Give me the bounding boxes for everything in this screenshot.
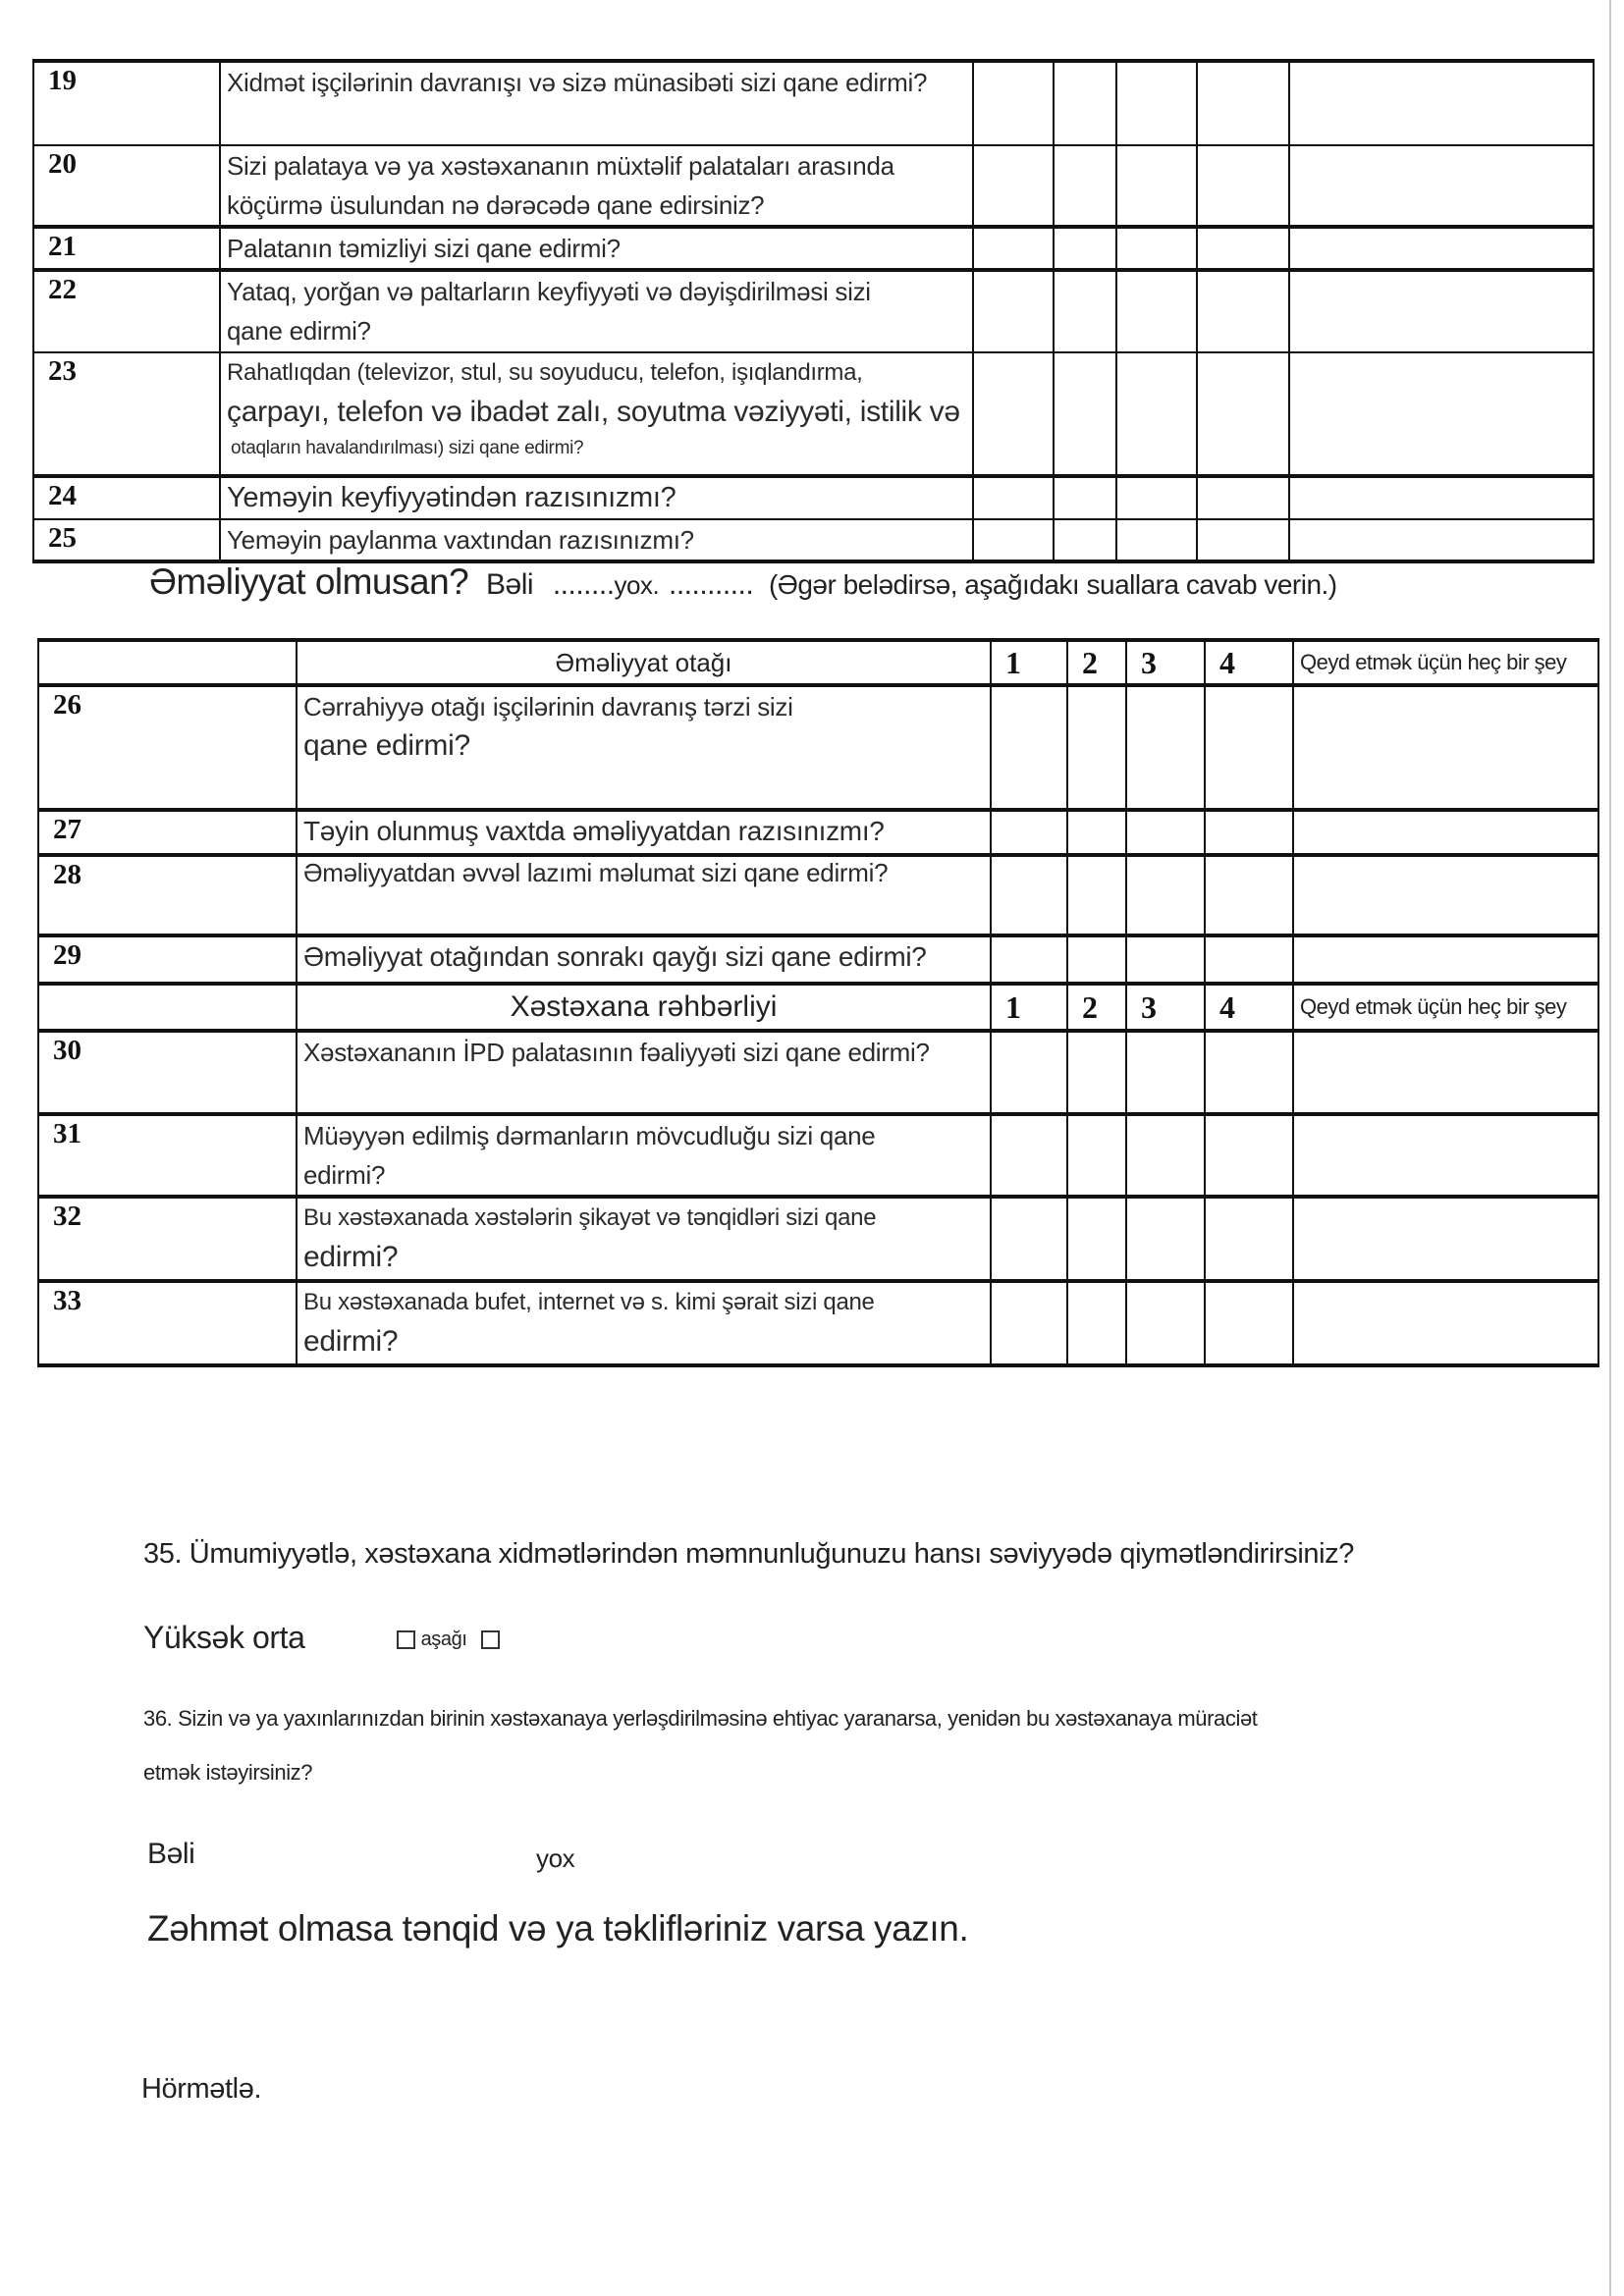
table-row	[33, 476, 1594, 519]
rating-cell-3[interactable]	[1126, 855, 1205, 935]
checkbox-low[interactable]	[481, 1630, 500, 1649]
rating-cell-4[interactable]	[1205, 935, 1293, 984]
note-cell[interactable]	[1289, 519, 1594, 561]
rating-cell-1[interactable]	[973, 519, 1054, 561]
rating-header-1: 1	[991, 640, 1067, 685]
rating-cell-1[interactable]	[973, 476, 1054, 519]
rating-cell-1[interactable]	[991, 1031, 1067, 1114]
rating-cell-3[interactable]	[1126, 935, 1205, 984]
table-row	[38, 1114, 1598, 1197]
note-cell[interactable]	[1293, 1197, 1598, 1281]
question-number: 31	[38, 1114, 297, 1197]
table-row	[33, 61, 1594, 145]
table-row	[38, 810, 1598, 855]
question-number: 22	[33, 270, 220, 352]
satisfaction-table-2	[37, 638, 1599, 1367]
rating-cell-2[interactable]	[1067, 935, 1126, 984]
table-row	[38, 1281, 1598, 1365]
rating-cell-1[interactable]	[991, 810, 1067, 855]
header-blank-cell	[38, 640, 297, 685]
rating-cell-1[interactable]	[973, 145, 1054, 227]
rating-cell-1[interactable]	[973, 227, 1054, 270]
satisfaction-table-1	[32, 59, 1595, 563]
table-row	[38, 935, 1598, 984]
page-edge-line	[1609, 0, 1611, 2296]
rating-cell-3[interactable]	[1116, 270, 1197, 352]
rating-cell-3[interactable]	[1126, 685, 1205, 810]
table-row	[38, 855, 1598, 935]
surgery-instruction: (Əgər belədirsə, aşağıdakı suallara cavab verin.)	[768, 569, 1337, 600]
question-number: 24	[33, 476, 220, 519]
rating-cell-4[interactable]	[1205, 685, 1293, 810]
rating-cell-3[interactable]	[1126, 1197, 1205, 1281]
surgery-yes-option[interactable]: Bəli	[486, 568, 534, 601]
rating-cell-1[interactable]	[973, 352, 1054, 476]
rating-cell-1[interactable]	[973, 61, 1054, 145]
question-36-no-option[interactable]: yox	[536, 1843, 575, 1873]
question-36-line-2: etmək istəyirsiniz?	[143, 1760, 313, 1785]
question-number: 19	[33, 61, 220, 145]
rating-cell-2[interactable]	[1067, 810, 1126, 855]
section-header-row	[38, 984, 1598, 1031]
rating-cell-2[interactable]	[1067, 1114, 1126, 1197]
rating-cell-1[interactable]	[991, 685, 1067, 810]
rating-cell-1[interactable]	[991, 1281, 1067, 1365]
question-text: Müəyyən edilmiş dərmanların mövcudluğu sizi qane edirmi?	[297, 1114, 991, 1197]
question-number: 32	[38, 1197, 297, 1281]
rating-cell-3[interactable]	[1116, 519, 1197, 561]
rating-cell-3[interactable]	[1116, 227, 1197, 270]
rating-cell-4[interactable]	[1197, 519, 1289, 561]
section-header-row	[38, 640, 1598, 685]
table-row	[33, 519, 1594, 561]
note-header: Qeyd etmək üçün heç bir şey	[1293, 640, 1598, 685]
question-text: Yeməyin keyfiyyətindən razısınızmı?	[220, 476, 973, 519]
surgery-yes-blank[interactable]: ........	[552, 568, 615, 601]
closing-regards: Hörmətlə.	[141, 2073, 262, 2105]
note-cell[interactable]	[1293, 1031, 1598, 1114]
rating-cell-4[interactable]	[1197, 476, 1289, 519]
rating-cell-4[interactable]	[1205, 810, 1293, 855]
rating-header-4: 4	[1205, 984, 1293, 1031]
question-text: Sizi palataya və ya xəstəxananın müxtəlif palataları arasında köçürmə üsulundan nə dərəcədə qane edirsiniz?	[220, 145, 973, 227]
note-cell[interactable]	[1289, 227, 1594, 270]
rating-cell-3[interactable]	[1126, 1281, 1205, 1365]
question-text: Təyin olunmuş vaxtda əməliyyatdan razısınızmı?	[297, 810, 991, 855]
question-text: Cərrahiyyə otağı işçilərinin davranış tərzi sizi qane edirmi?	[297, 685, 991, 810]
rating-cell-2[interactable]	[1054, 519, 1116, 561]
option-high-medium-label: Yüksək orta	[143, 1620, 305, 1655]
surgery-question-line	[149, 561, 1337, 603]
feedback-request: Zəhmət olmasa tənqid və ya təklifləriniz varsa yazın.	[147, 1908, 969, 1949]
question-35: 35. Ümumiyyətlə, xəstəxana xidmətlərindən məmnunluğunuzu hansı səviyyədə qiymətləndirirsiniz?	[143, 1538, 1354, 1570]
rating-cell-3[interactable]	[1126, 1114, 1205, 1197]
question-number: 33	[38, 1281, 297, 1365]
rating-cell-2[interactable]	[1054, 352, 1116, 476]
rating-cell-3[interactable]	[1116, 61, 1197, 145]
question-35-options	[143, 1620, 506, 1656]
rating-cell-4[interactable]	[1197, 61, 1289, 145]
rating-cell-3[interactable]	[1116, 145, 1197, 227]
rating-cell-1[interactable]	[991, 935, 1067, 984]
rating-cell-4[interactable]	[1205, 1197, 1293, 1281]
rating-cell-1[interactable]	[991, 1197, 1067, 1281]
question-36-yes-option[interactable]: Bəli	[147, 1838, 195, 1870]
rating-cell-2[interactable]	[1054, 145, 1116, 227]
checkbox-high-medium[interactable]	[397, 1630, 415, 1649]
table-row	[33, 145, 1594, 227]
rating-cell-2[interactable]	[1067, 855, 1126, 935]
rating-cell-3[interactable]	[1116, 476, 1197, 519]
section-title-hospital-management: Xəstəxana rəhbərliyi	[297, 984, 991, 1031]
question-number: 21	[33, 227, 220, 270]
rating-cell-2[interactable]	[1054, 61, 1116, 145]
rating-cell-2[interactable]	[1067, 1031, 1126, 1114]
question-text: Yataq, yorğan və paltarların keyfiyyəti və dəyişdirilməsi sizi qane edirmi?	[220, 270, 973, 352]
rating-cell-1[interactable]	[973, 270, 1054, 352]
rating-cell-2[interactable]	[1067, 1197, 1126, 1281]
question-text: Rahatlıqdan (televizor, stul, su soyuducu, telefon, işıqlandırma, çarpayı, telefon və ibadət zalı, soyutma vəziyyəti, istilik və otaqların havalandırılması) sizi qane edirmi?	[220, 352, 973, 476]
rating-cell-4[interactable]	[1205, 1114, 1293, 1197]
rating-cell-4[interactable]	[1197, 270, 1289, 352]
rating-cell-4[interactable]	[1205, 1031, 1293, 1114]
question-number: 29	[38, 935, 297, 984]
rating-cell-2[interactable]	[1054, 270, 1116, 352]
note-cell[interactable]	[1293, 1114, 1598, 1197]
table-row	[38, 1197, 1598, 1281]
surgery-no-option[interactable]: yox.	[614, 570, 660, 600]
header-blank-cell	[38, 984, 297, 1031]
table-row	[38, 1031, 1598, 1114]
rating-cell-2[interactable]	[1067, 685, 1126, 810]
question-number: 23	[33, 352, 220, 476]
rating-cell-2[interactable]	[1054, 476, 1116, 519]
rating-cell-3[interactable]	[1116, 352, 1197, 476]
rating-cell-2[interactable]	[1054, 227, 1116, 270]
question-number: 28	[38, 855, 297, 935]
section-title-operating-room: Əməliyyat otağı	[297, 640, 991, 685]
table-row	[33, 227, 1594, 270]
question-text: Əməliyyat otağından sonrakı qayğı sizi qane edirmi?	[297, 935, 991, 984]
rating-cell-1[interactable]	[991, 855, 1067, 935]
rating-header-4: 4	[1205, 640, 1293, 685]
question-number: 30	[38, 1031, 297, 1114]
rating-header-1: 1	[991, 984, 1067, 1031]
rating-cell-2[interactable]	[1067, 1281, 1126, 1365]
note-cell[interactable]	[1293, 810, 1598, 855]
rating-cell-3[interactable]	[1126, 1031, 1205, 1114]
question-text: Xəstəxananın İPD palatasının fəaliyyəti sizi qane edirmi?	[297, 1031, 991, 1114]
question-text: Bu xəstəxanada xəstələrin şikayət və tənqidləri sizi qane edirmi?	[297, 1197, 991, 1281]
rating-cell-4[interactable]	[1205, 855, 1293, 935]
note-cell[interactable]	[1289, 145, 1594, 227]
question-text: Əməliyyatdan əvvəl lazımi məlumat sizi qane edirmi?	[297, 855, 991, 935]
rating-cell-3[interactable]	[1126, 810, 1205, 855]
rating-header-2: 2	[1067, 640, 1126, 685]
question-36-line-1: 36. Sizin və ya yaxınlarınızdan birinin xəstəxanaya yerləşdirilməsinə ehtiyac yaranarsa, yenidən bu xəstəxanaya müraciət	[143, 1706, 1258, 1731]
option-low-label: aşağı	[420, 1629, 467, 1651]
note-cell[interactable]	[1293, 935, 1598, 984]
note-cell[interactable]	[1289, 270, 1594, 352]
note-cell[interactable]	[1293, 1281, 1598, 1365]
rating-header-3: 3	[1126, 984, 1205, 1031]
rating-header-2: 2	[1067, 984, 1126, 1031]
question-text: Yeməyin paylanma vaxtından razısınızmı?	[220, 519, 973, 561]
question-text: Bu xəstəxanada bufet, internet və s. kimi şərait sizi qane edirmi?	[297, 1281, 991, 1365]
note-cell[interactable]	[1289, 61, 1594, 145]
table-row	[33, 270, 1594, 352]
question-number: 25	[33, 519, 220, 561]
note-cell[interactable]	[1293, 855, 1598, 935]
question-number: 26	[38, 685, 297, 810]
question-text: Xidmət işçilərinin davranışı və sizə münasibəti sizi qane edirmi?	[220, 61, 973, 145]
rating-header-3: 3	[1126, 640, 1205, 685]
rating-cell-4[interactable]	[1197, 352, 1289, 476]
question-number: 20	[33, 145, 220, 227]
question-text: Palatanın təmizliyi sizi qane edirmi?	[220, 227, 973, 270]
rating-cell-4[interactable]	[1197, 227, 1289, 270]
rating-cell-4[interactable]	[1205, 1281, 1293, 1365]
note-cell[interactable]	[1289, 476, 1594, 519]
table-row	[33, 352, 1594, 476]
surgery-no-blank[interactable]: ...........	[669, 568, 754, 601]
rating-cell-1[interactable]	[991, 1114, 1067, 1197]
note-cell[interactable]	[1289, 352, 1594, 476]
table-row	[38, 685, 1598, 810]
rating-cell-4[interactable]	[1197, 145, 1289, 227]
question-number: 27	[38, 810, 297, 855]
note-header: Qeyd etmək üçün heç bir şey	[1293, 984, 1598, 1031]
surgery-question: Əməliyyat olmusan?	[149, 561, 469, 602]
note-cell[interactable]	[1293, 685, 1598, 810]
